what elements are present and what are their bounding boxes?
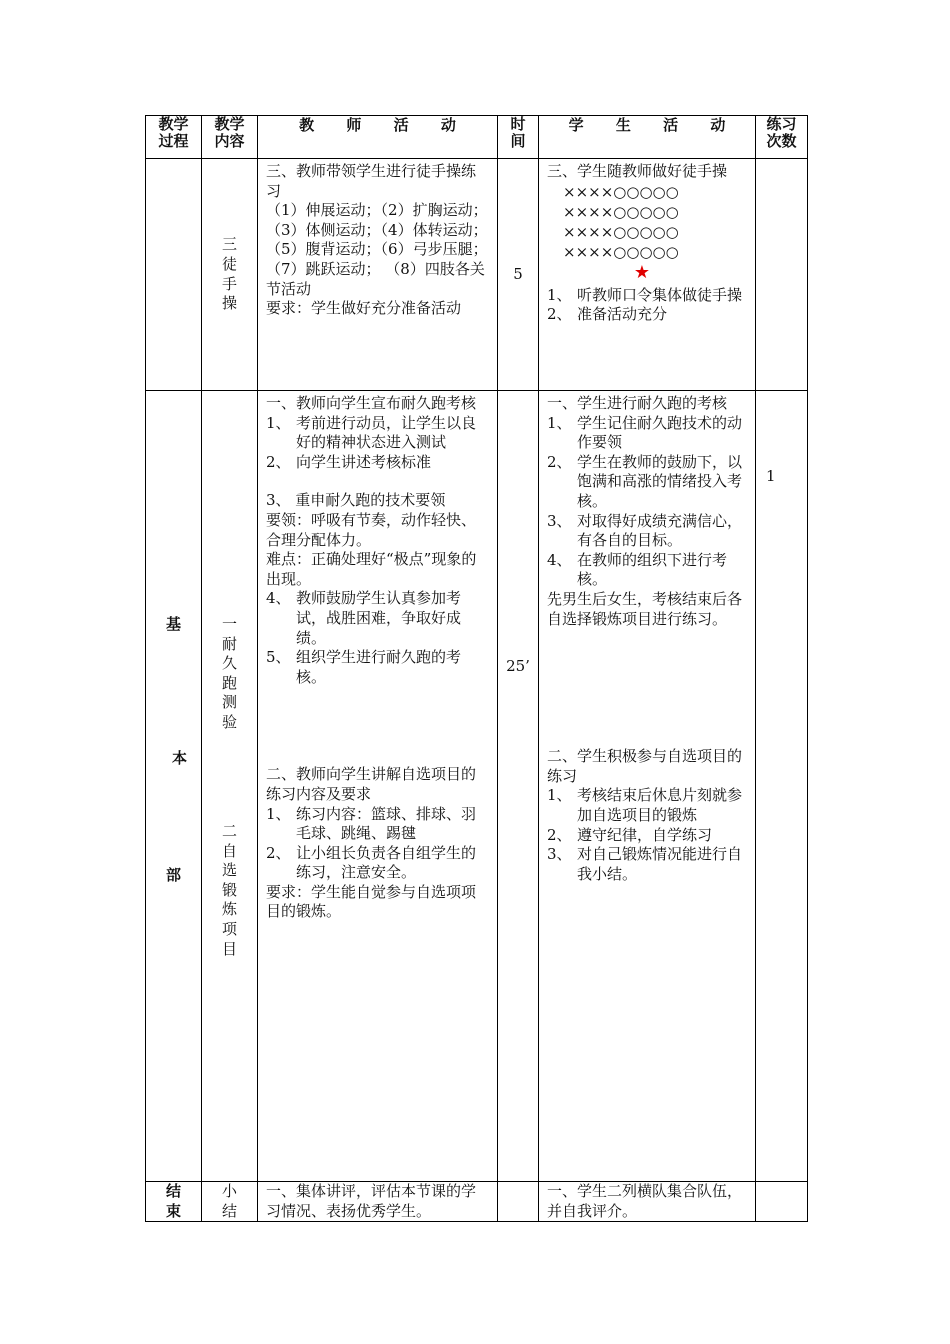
time-main: 25’: [498, 391, 539, 1182]
list-item: 1、 练习内容：篮球、排球、羽毛球、跳绳、踢毽: [266, 804, 477, 843]
formation-row: ××××○○○○○: [563, 242, 679, 261]
content-calisthenics: 三 徒 手 操: [202, 159, 258, 391]
list-item: 4、 教师鼓励学生认真参加考试，战胜困难，争取好成绩。: [266, 589, 462, 647]
header-time: 时 间: [498, 116, 539, 159]
header-row: [146, 116, 808, 159]
count-main: 1: [756, 391, 808, 1182]
content-endurance-run: 一 耐 久 跑 测 验: [221, 615, 237, 731]
content-main-part: [202, 391, 258, 1182]
time-ending: [498, 1182, 539, 1222]
header-teacher-activity: 教 师 活 动: [258, 116, 498, 159]
list-item: 3、 对取得好成绩充满信心，有各自的目标。: [547, 511, 743, 550]
content-summary: 小 结: [202, 1182, 258, 1222]
list-item: 2、 向学生讲述考核标准: [266, 452, 432, 471]
list-item: 2、 让小组长负责各自组学生的练习，注意安全。: [266, 843, 477, 882]
header-practice-count: 练习 次数: [756, 116, 808, 159]
main-part-row: [146, 391, 808, 1182]
student-activity-calisthenics: 三、学生随教师做好徒手操 ××××○○○○○ ××××○○○○○ ××××○○○○○ ××××○○○○○ ★ 1、 听教师口令集体做徒手操 2、 准备活动充分: [539, 159, 756, 391]
formation-row: ××××○○○○○: [563, 202, 679, 221]
student-activity-main: 一、学生进行耐久跑的考核 1、 学生记住耐久跑技术的动作要领 2、 学生在教师的鼓励下，以饱满和高涨的情绪投入考核。 3、 对取得好成绩充满信心，有各自的目标。 4、 在教师的组织下进行考核。 先男生后女生，考核结束后各自选择锻炼项目进行练习。 二、学生积极参与自选项目的练习 1、 考核结束后休息片刻就参加自选项目的锻炼 2、 遵守纪律，自学练习 3、 对自己锻炼情况能进行自我小结。: [539, 391, 756, 1182]
list-item: 2、 准备活动充分: [547, 305, 668, 324]
teacher-activity-calisthenics: 三、教师带领学生进行徒手操练习 （1）伸展运动；（2）扩胸运动； （3）体侧运动；（4）体转运动； （5）腹背运动；（6）弓步压腿； （7）跳跃运动； （8）四肢各关节活动 要求：学生做好充分准备活动: [258, 159, 498, 391]
list-item: 1、 听教师口令集体做徒手操: [547, 285, 743, 304]
student-activity-ending: 一、学生二列横队集合队伍，并自我评介。: [539, 1182, 756, 1222]
formation-row: ××××○○○○○: [563, 222, 679, 241]
phase-cell: [146, 159, 202, 391]
count-calisthenics: [756, 159, 808, 391]
list-item: 2、 学生在教师的鼓励下，以饱满和高涨的情绪投入考核。: [547, 452, 743, 510]
list-item: 1、 考核结束后休息片刻就参加自选项目的锻炼: [547, 786, 743, 824]
teacher-activity-main: 一、教师向学生宣布耐久跑考核 1、 考前进行动员，让学生以良好的精神状态进入测试 2、 向学生讲述考核标准 3、 重申耐久跑的技术要领 要领：呼吸有节奏，动作轻快、合理分配体力。 难点：正确处理好“极点”现象的出现。 4、 教师鼓励学生认真参加考试，战胜困难，争取好成绩。 5、 组织学生进行耐久跑的考核。 二、教师向学生讲解自选项目的练习内容及要求 1、 练习内容：篮球、排球、羽毛球、跳绳、踢毽 2、 让小组长负责各自组学生的练习，注意安全。 要求：学生能自觉参与自选项项目的锻炼。: [258, 391, 498, 1182]
lesson-plan-table: [145, 115, 808, 1222]
list-item: 4、 在教师的组织下进行考核。: [547, 550, 728, 589]
calisthenics-row: [146, 159, 808, 391]
count-ending: [756, 1182, 808, 1222]
content-elective: 二 自 选 锻 炼 项 目: [221, 822, 237, 958]
header-teaching-process: 教学 过程: [146, 116, 202, 159]
teacher-activity-ending: 一、集体讲评，评估本节课的学习情况、表扬优秀学生。: [258, 1182, 498, 1222]
header-teaching-content: 教学 内容: [202, 116, 258, 159]
ending-row: [146, 1182, 808, 1222]
list-item: 2、 遵守纪律，自学练习: [547, 825, 713, 844]
phase-ending: 结 束: [146, 1182, 202, 1222]
list-item: 1、 学生记住耐久跑技术的动作要领: [547, 413, 743, 452]
formation-row: ××××○○○○○: [563, 182, 679, 201]
teacher-position-star-icon: ★: [633, 261, 651, 283]
list-item: 1、 考前进行动员，让学生以良好的精神状态进入测试: [266, 413, 477, 452]
phase-main-part: 基 本 部: [146, 391, 202, 1182]
header-student-activity: 学 生 活 动: [539, 116, 756, 159]
list-item: 3、 对自己锻炼情况能进行自我小结。: [547, 845, 743, 883]
time-calisthenics: 5: [498, 159, 539, 391]
formation-diagram: [547, 182, 747, 262]
list-item: 5、 组织学生进行耐久跑的考核。: [266, 648, 462, 686]
